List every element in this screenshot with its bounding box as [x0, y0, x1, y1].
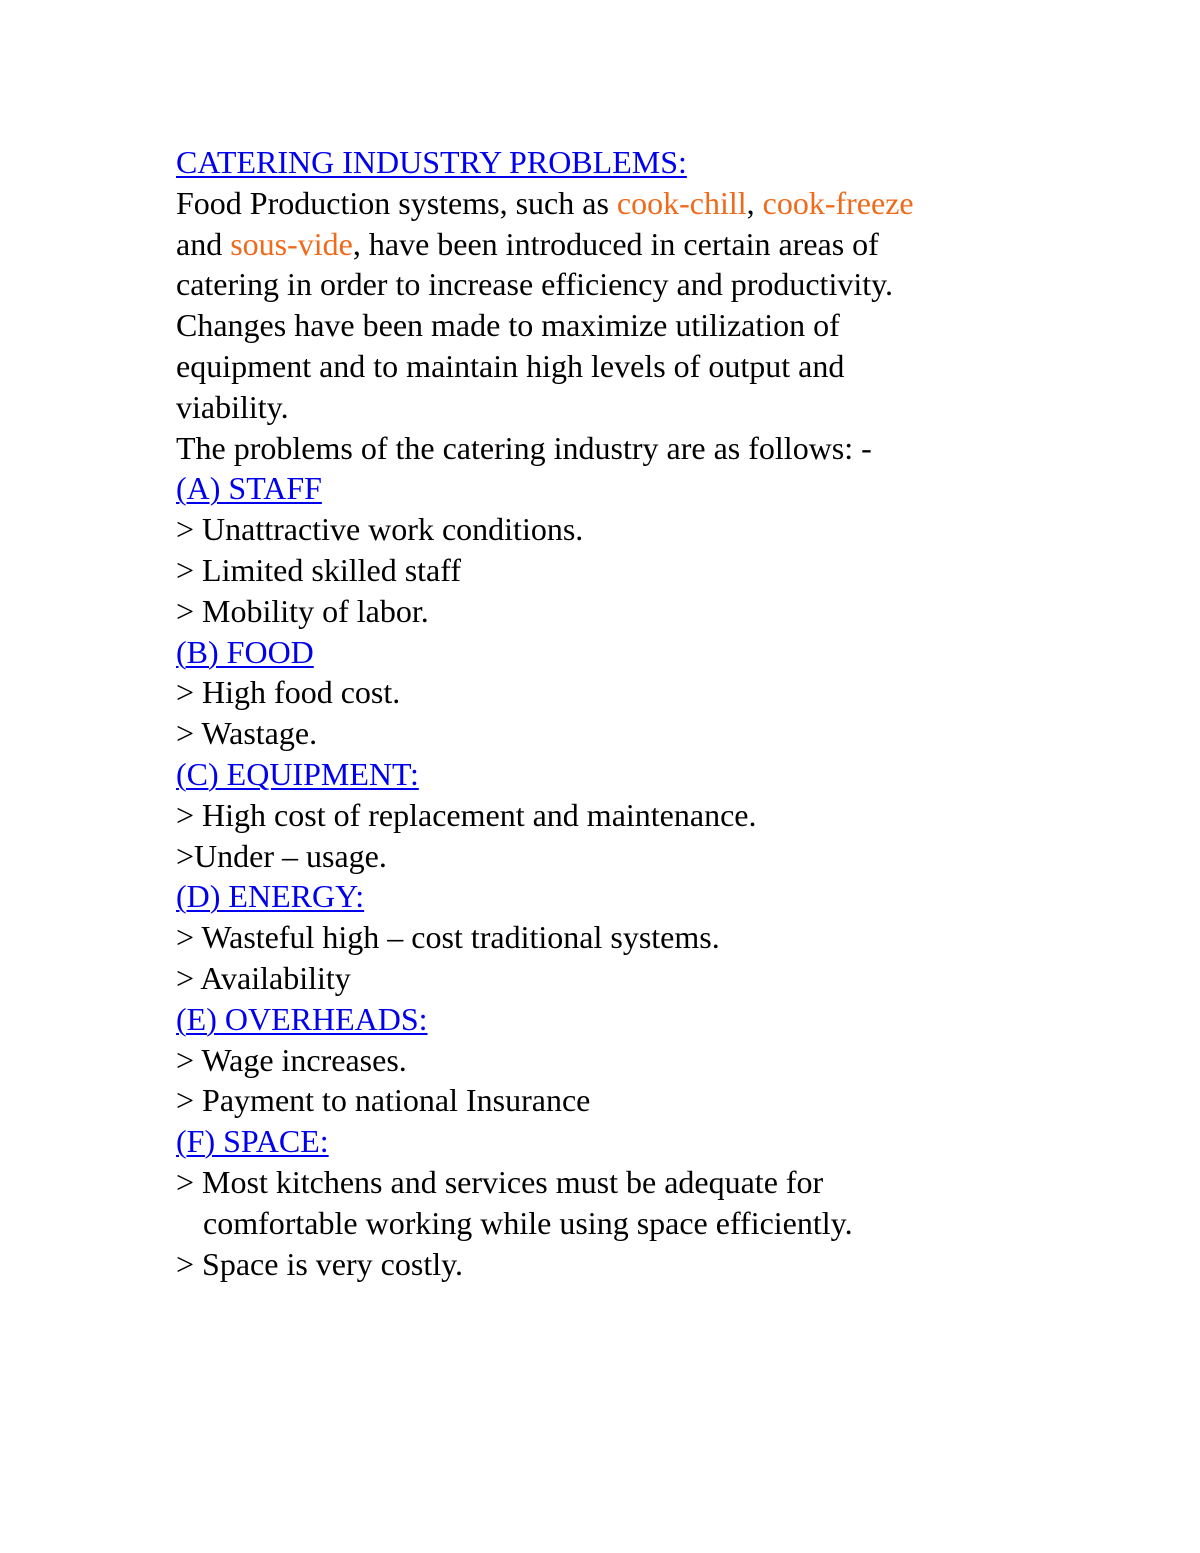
intro-text: and	[176, 225, 231, 262]
term-cook-chill: cook-chill	[616, 184, 747, 221]
list-item: > Most kitchens and services must be adequate for	[176, 1163, 824, 1200]
intro-line-6: viability.	[176, 388, 289, 425]
heading-staff-link[interactable]: (A) STAFF	[176, 470, 322, 507]
list-item: > High cost of replacement and maintenance.	[176, 796, 757, 833]
list-item: > Wastage.	[176, 715, 318, 752]
list-item: > Space is very costly.	[176, 1245, 464, 1282]
intro-line-7: The problems of the catering industry are as follows: -	[176, 429, 872, 466]
list-item-continuation: comfortable working while using space efficiently.	[203, 1204, 853, 1241]
list-item: > Availability	[176, 959, 351, 996]
intro-line-3: catering in order to increase efficiency and productivity.	[176, 266, 894, 303]
list-item: > Payment to national Insurance	[176, 1082, 591, 1119]
document-title[interactable]: CATERING INDUSTRY PROBLEMS:	[176, 144, 687, 180]
list-item: > Mobility of labor.	[176, 592, 429, 629]
intro-text: , have been introduced in certain areas of	[352, 225, 879, 262]
intro-line-1	[176, 183, 1036, 224]
list-item: > Limited skilled staff	[176, 551, 461, 588]
term-cook-freeze: cook-freeze	[762, 184, 914, 221]
section-heading-staff	[176, 468, 1036, 509]
list-item: >Under – usage.	[176, 837, 387, 874]
heading-energy-link[interactable]: (D) ENERGY:	[176, 878, 365, 915]
document-body	[176, 142, 1036, 1284]
intro-line-2	[176, 224, 1036, 265]
section-heading-space	[176, 1121, 1036, 1162]
section-heading-energy	[176, 876, 1036, 917]
heading-food-link[interactable]: (B) FOOD	[176, 633, 314, 670]
intro-text: Food Production systems, such as	[176, 184, 617, 221]
heading-equipment-link[interactable]: (C) EQUIPMENT:	[176, 755, 419, 792]
list-item: > Wasteful high – cost traditional systems.	[176, 919, 720, 956]
list-item: > High food cost.	[176, 674, 401, 711]
intro-line-4: Changes have been made to maximize utilization of	[176, 307, 840, 344]
title-line	[176, 142, 1036, 183]
section-heading-overheads	[176, 999, 1036, 1040]
list-item: > Wage increases.	[176, 1041, 407, 1078]
intro-separator: ,	[746, 184, 763, 221]
list-item: > Unattractive work conditions.	[176, 511, 584, 548]
heading-overheads-link[interactable]: (E) OVERHEADS:	[176, 1000, 428, 1037]
term-sous-vide: sous-vide	[230, 225, 353, 262]
intro-line-5: equipment and to maintain high levels of output and	[176, 347, 845, 384]
section-heading-equipment	[176, 754, 1036, 795]
section-heading-food	[176, 632, 1036, 673]
heading-space-link[interactable]: (F) SPACE:	[176, 1123, 329, 1160]
